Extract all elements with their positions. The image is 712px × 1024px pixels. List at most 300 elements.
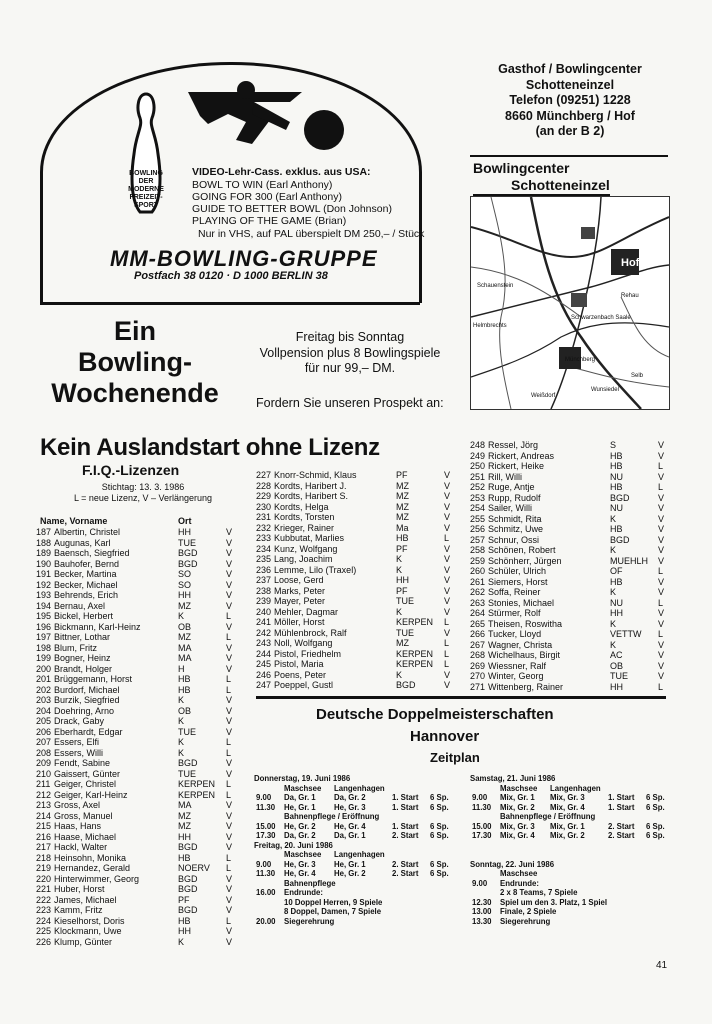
map-label: Schwarzenbach Saale xyxy=(571,315,631,321)
license-name: Behrends, Erich xyxy=(54,590,119,600)
schedule-start: 2. Start xyxy=(392,869,419,878)
license-status: V xyxy=(658,587,665,597)
license-ort: MA xyxy=(178,800,192,810)
schedule-note-text: 10 Doppel Herren, 9 Spiele xyxy=(284,897,383,907)
schedule-time: 20.00 xyxy=(256,916,276,926)
license-ort: HB xyxy=(610,576,623,587)
license-name: Brandt, Holger xyxy=(54,663,113,674)
license-name: Blum, Fritz xyxy=(54,642,98,653)
schedule-note-text: Bahnenpflege / Eröffnung xyxy=(500,812,596,821)
schedule-row xyxy=(470,917,670,927)
license-number: 199 xyxy=(36,653,52,663)
schedule-games: 6 Sp. xyxy=(430,821,449,831)
license-number: 240 xyxy=(256,606,272,617)
license-row xyxy=(36,601,246,612)
lizenz-column-1 xyxy=(36,527,246,947)
license-name: Wittenberg, Rainer xyxy=(488,681,564,692)
license-name: Klump, Günter xyxy=(54,936,113,947)
license-name: Hinterwimmer, Georg xyxy=(54,873,140,884)
license-name: Pistol, Friedhelm xyxy=(274,648,342,659)
schedule-time: 17.30 xyxy=(472,831,492,840)
license-status: L xyxy=(226,674,232,684)
license-status: V xyxy=(444,501,451,512)
license-number: 201 xyxy=(36,674,52,684)
schedule-row xyxy=(254,831,454,841)
license-status: V xyxy=(444,512,451,522)
license-name: Poeppel, Gustl xyxy=(274,680,334,690)
license-name: Hernandez, Gerald xyxy=(54,863,131,873)
license-row xyxy=(256,596,456,607)
license-status: L xyxy=(444,533,450,543)
license-row xyxy=(36,611,246,622)
license-ort: TUE xyxy=(396,596,414,606)
license-number: 233 xyxy=(256,533,272,543)
gasthof-line: Telefon (09251) 1228 xyxy=(509,93,631,107)
license-row xyxy=(256,586,456,597)
venue-a: Maschsee xyxy=(284,783,322,793)
license-name: Lemme, Lilo (Traxel) xyxy=(274,564,357,575)
schedule-group-a: Da, Gr. 2 xyxy=(284,831,316,840)
license-row xyxy=(36,779,246,790)
schedule-day xyxy=(254,774,454,784)
schedule-spacer xyxy=(470,841,670,851)
schedule-time: 9.00 xyxy=(472,793,488,802)
license-ort: BGD xyxy=(178,884,198,894)
license-ort: KERPEN xyxy=(396,617,434,627)
license-number: 253 xyxy=(470,492,486,503)
schedule-time: 17.30 xyxy=(256,831,276,840)
schedule-time: 9.00 xyxy=(472,878,488,888)
schedule-time: 16.00 xyxy=(256,888,276,897)
license-ort: HB xyxy=(610,461,623,471)
license-ort: KERPEN xyxy=(178,789,216,800)
license-name: Bickel, Herbert xyxy=(54,611,114,621)
license-ort: MA xyxy=(178,653,192,663)
license-name: Poens, Peter xyxy=(274,669,327,680)
license-status: L xyxy=(658,482,664,492)
license-name: Knorr-Schmid, Klaus xyxy=(274,470,357,480)
license-row xyxy=(36,538,246,549)
lizenz-column-2 xyxy=(256,470,456,691)
license-status: V xyxy=(226,821,233,831)
license-name: Loose, Gerd xyxy=(274,575,324,585)
license-status: V xyxy=(444,669,451,680)
license-number: 232 xyxy=(256,522,272,533)
license-number: 227 xyxy=(256,470,272,480)
schedule-row xyxy=(254,803,454,813)
license-status: L xyxy=(226,611,232,621)
license-number: 244 xyxy=(256,648,272,659)
license-number: 189 xyxy=(36,548,52,558)
license-status: V xyxy=(658,671,665,681)
license-status: V xyxy=(226,600,233,611)
license-number: 242 xyxy=(256,627,272,638)
schedule-start: 1. Start xyxy=(608,793,635,802)
license-name: Augunas, Karl xyxy=(54,537,111,548)
license-name: Geiger, Christel xyxy=(54,779,117,789)
license-ort: MZ xyxy=(178,632,191,642)
license-ort: K xyxy=(396,606,403,617)
schedule-games: 6 Sp. xyxy=(430,802,449,812)
license-row xyxy=(36,727,246,738)
lizenz-date-text: Stichtag: 13. 3. 1986 xyxy=(101,482,185,492)
license-ort: HH xyxy=(610,681,623,692)
license-row xyxy=(36,559,246,570)
schedule-row xyxy=(470,879,670,889)
license-row xyxy=(256,533,456,544)
license-number: 205 xyxy=(36,716,52,726)
license-status: L xyxy=(226,737,232,747)
license-row xyxy=(36,895,246,906)
schedule-row xyxy=(470,793,670,803)
license-number: 246 xyxy=(256,669,272,680)
schedule-time: 13.30 xyxy=(472,916,492,926)
dm-title: Deutsche Doppelmeisterschaften xyxy=(316,706,554,723)
license-row xyxy=(36,632,246,643)
license-status: V xyxy=(226,527,233,537)
license-status: L xyxy=(444,617,450,627)
license-row xyxy=(470,577,670,588)
schedule-note xyxy=(470,812,670,822)
license-ort: S xyxy=(610,440,617,450)
license-status: V xyxy=(658,534,665,545)
license-number: 193 xyxy=(36,590,52,600)
license-number: 217 xyxy=(36,842,52,852)
license-name: Mehler, Dagmar xyxy=(274,606,339,617)
license-number: 223 xyxy=(36,905,52,915)
schedule-left xyxy=(254,774,454,926)
schedule-group-a: Mix, Gr. 1 xyxy=(500,793,535,802)
schedule-start: 2. Start xyxy=(392,831,419,840)
license-row xyxy=(470,440,670,451)
license-number: 263 xyxy=(470,597,486,608)
license-ort: SO xyxy=(178,579,192,590)
license-row xyxy=(470,682,670,693)
map-label: Selb xyxy=(631,373,644,379)
license-row xyxy=(256,680,456,691)
license-ort: HH xyxy=(610,608,623,618)
license-name: Albertin, Christel xyxy=(54,527,121,537)
license-row xyxy=(256,481,456,492)
license-ort: PF xyxy=(178,894,190,905)
schedule-time: 11.30 xyxy=(256,869,276,878)
wochenende-title xyxy=(40,316,230,409)
map-label: Hof xyxy=(621,257,640,269)
license-status: V xyxy=(226,653,233,663)
schedule-games: 6 Sp. xyxy=(430,793,449,802)
license-number: 210 xyxy=(36,768,52,779)
license-number: 255 xyxy=(470,513,486,524)
license-number: 195 xyxy=(36,611,52,621)
license-status: V xyxy=(658,450,665,461)
schedule-venues xyxy=(254,784,454,794)
license-status: V xyxy=(658,555,665,566)
schedule-row xyxy=(470,898,670,908)
ad-line: PLAYING OF THE GAME (Brian) xyxy=(192,215,347,227)
license-name: Winter, Georg xyxy=(488,671,544,681)
license-row xyxy=(470,566,670,577)
license-row xyxy=(256,649,456,660)
page-number: 41 xyxy=(656,960,668,971)
license-ort: TUE xyxy=(610,671,628,681)
license-number: 231 xyxy=(256,512,272,522)
license-status: V xyxy=(226,884,233,894)
license-ort: K xyxy=(178,695,185,705)
license-ort: BGD xyxy=(610,534,630,545)
schedule-day-label: Donnerstag, 19. Juni 1986 xyxy=(254,774,351,783)
license-ort: H xyxy=(178,663,185,674)
schedule-day-label: Freitag, 20. Juni 1986 xyxy=(254,840,333,850)
offer-line: Freitag bis Sonntag xyxy=(295,330,405,344)
license-name: Becker, Michael xyxy=(54,579,118,590)
gasthof-line: 8660 Münchberg / Hof xyxy=(505,108,635,123)
license-name: Rill, Willi xyxy=(488,471,522,482)
license-status: V xyxy=(658,660,665,671)
license-row xyxy=(36,737,246,748)
license-ort: PF xyxy=(396,470,408,480)
schedule-group-a: Spiel um den 3. Platz, 1 Spiel xyxy=(500,897,608,907)
license-ort: VETTW xyxy=(610,629,642,639)
license-name: Stonies, Michael xyxy=(488,597,555,608)
license-ort: KERPEN xyxy=(178,779,216,789)
license-status: V xyxy=(226,936,233,947)
license-row xyxy=(36,643,246,654)
license-number: 188 xyxy=(36,537,52,548)
license-status: V xyxy=(444,575,451,585)
license-number: 225 xyxy=(36,926,52,936)
license-ort: MA xyxy=(178,642,192,653)
license-name: Gaissert, Günter xyxy=(54,768,121,779)
license-status: V xyxy=(226,621,233,632)
license-status: V xyxy=(226,558,233,569)
license-status: L xyxy=(226,684,232,695)
license-row xyxy=(256,491,456,502)
license-number: 214 xyxy=(36,810,52,821)
schedule-note xyxy=(470,888,670,898)
license-status: L xyxy=(658,681,664,692)
license-ort: TUE xyxy=(178,726,196,737)
license-status: V xyxy=(226,663,233,674)
license-ort: K xyxy=(610,639,617,650)
video-ad xyxy=(40,62,425,302)
license-status: V xyxy=(658,639,665,650)
license-status: L xyxy=(658,461,664,471)
license-status: V xyxy=(226,548,233,558)
schedule-group-a: Mix, Gr. 2 xyxy=(500,802,535,812)
map-label: Weißdorf xyxy=(531,393,556,399)
license-name: Rupp, Rudolf xyxy=(488,492,541,503)
license-row xyxy=(36,832,246,843)
license-status: V xyxy=(226,768,233,779)
license-status: L xyxy=(226,852,232,863)
license-number: 213 xyxy=(36,800,52,810)
license-number: 209 xyxy=(36,758,52,768)
license-number: 261 xyxy=(470,576,486,587)
license-status: V xyxy=(444,554,451,564)
license-status: V xyxy=(658,618,665,629)
license-number: 267 xyxy=(470,639,486,650)
license-row xyxy=(256,554,456,565)
license-number: 219 xyxy=(36,863,52,873)
header-name: Name, Vorname xyxy=(40,516,108,526)
lizenz-subtitle: F.I.Q.-Lizenzen xyxy=(82,462,180,478)
license-name: Wagner, Christa xyxy=(488,639,553,650)
license-status: L xyxy=(444,648,450,659)
schedule-games: 6 Sp. xyxy=(646,821,665,831)
license-number: 271 xyxy=(470,681,486,692)
license-row xyxy=(470,650,670,661)
schedule-note-text: 8 Doppel, Damen, 7 Spiele xyxy=(284,907,382,916)
wochenende-title-line: Wochenende xyxy=(51,378,219,408)
license-row xyxy=(36,748,246,759)
license-number: 235 xyxy=(256,554,272,564)
lizenz-title: Kein Auslandstart ohne Lizenz xyxy=(40,434,380,461)
dm-zeitplan: Zeitplan xyxy=(430,750,480,765)
pin-text-line: SPORT xyxy=(133,202,159,209)
license-name: Mayer, Peter xyxy=(274,596,326,606)
license-name: Kordts, Haribert J. xyxy=(274,480,347,491)
schedule-time: 13.00 xyxy=(472,907,492,916)
license-name: Fendt, Sabine xyxy=(54,758,111,768)
license-name: Schönen, Robert xyxy=(488,545,556,555)
schedule-day-label: Samstag, 21. Juni 1986 xyxy=(470,774,556,783)
schedule-group-b: Mix, Gr. 4 xyxy=(550,802,585,812)
schedule-row xyxy=(254,869,454,879)
license-row xyxy=(256,617,456,628)
schedule-venues xyxy=(254,850,454,860)
license-name: Brüggemann, Horst xyxy=(54,674,133,684)
license-row xyxy=(470,608,670,619)
license-name: James, Michael xyxy=(54,894,117,905)
divider xyxy=(256,696,666,699)
license-number: 262 xyxy=(470,587,486,597)
license-status: V xyxy=(658,608,665,618)
license-status: L xyxy=(226,747,232,758)
license-row xyxy=(470,461,670,472)
license-status: V xyxy=(444,606,451,617)
license-ort: BGD xyxy=(178,758,198,768)
pin-text-line: MODERNE xyxy=(128,186,164,193)
license-number: 252 xyxy=(470,482,486,492)
schedule-right xyxy=(470,774,670,926)
schedule-group-b: He, Gr. 2 xyxy=(334,869,366,878)
license-ort: HB xyxy=(396,533,409,543)
license-name: Eberhardt, Edgar xyxy=(54,726,123,737)
schedule-note xyxy=(254,898,454,908)
ad-line: BOWL TO WIN (Earl Anthony) xyxy=(192,179,333,191)
license-name: Rickert, Andreas xyxy=(488,450,555,461)
license-row xyxy=(36,590,246,601)
license-ort: KERPEN xyxy=(396,648,434,659)
schedule-games: 6 Sp. xyxy=(646,831,665,840)
license-number: 249 xyxy=(470,450,486,461)
license-status: V xyxy=(444,480,451,491)
license-name: Bickmann, Karl-Heinz xyxy=(54,621,141,632)
schedule-venues xyxy=(470,784,670,794)
license-name: Bittner, Lothar xyxy=(54,632,111,642)
license-number: 220 xyxy=(36,873,52,884)
divider xyxy=(470,155,668,157)
license-ort: HB xyxy=(178,915,191,926)
license-number: 202 xyxy=(36,684,52,695)
license-ort: HB xyxy=(178,684,191,695)
license-ort: MZ xyxy=(178,810,191,821)
license-number: 247 xyxy=(256,680,272,690)
license-number: 191 xyxy=(36,569,52,579)
license-number: 254 xyxy=(470,503,486,513)
license-name: Geiger, Karl-Heinz xyxy=(54,789,128,800)
map-label: Münchberg xyxy=(565,357,596,363)
license-ort: BGD xyxy=(178,558,198,569)
pin-text-line: FREIZEIT- xyxy=(129,194,163,201)
license-ort: K xyxy=(610,513,617,524)
license-row xyxy=(256,607,456,618)
prospekt-text: Fordern Sie unseren Prospekt an: xyxy=(256,396,444,410)
license-row xyxy=(36,653,246,664)
license-row xyxy=(256,575,456,586)
license-number: 206 xyxy=(36,726,52,737)
schedule-group-b: Mix, Gr. 2 xyxy=(550,831,585,840)
license-row xyxy=(470,671,670,682)
license-row xyxy=(36,853,246,864)
schedule-group-a: Endrunde: xyxy=(284,888,323,897)
lizenz-header xyxy=(40,516,240,527)
license-ort: HB xyxy=(610,524,623,534)
license-number: 245 xyxy=(256,659,272,669)
schedule-games: 6 Sp. xyxy=(430,869,449,878)
license-name: Wiessner, Ralf xyxy=(488,660,547,671)
license-ort: BGD xyxy=(610,492,630,503)
pin-text xyxy=(116,170,176,210)
lizenz-legend: L = neue Lizenz, V – Verlängerung xyxy=(73,493,213,503)
license-number: 216 xyxy=(36,831,52,842)
license-number: 222 xyxy=(36,894,52,905)
license-status: V xyxy=(226,642,233,653)
map-label: Schauenstein xyxy=(477,283,514,289)
license-row xyxy=(36,863,246,874)
schedule-group-b: Mix, Gr. 1 xyxy=(550,821,585,831)
license-name: Huber, Horst xyxy=(54,884,105,894)
schedule-time: 15.00 xyxy=(256,821,276,831)
license-name: Haas, Hans xyxy=(54,821,102,831)
license-name: Rickert, Heike xyxy=(488,461,545,471)
schedule-games: 6 Sp. xyxy=(646,793,665,802)
license-name: Gross, Manuel xyxy=(54,810,113,821)
license-status: V xyxy=(226,926,233,936)
offer-line: für nur 99,– DM. xyxy=(304,361,396,375)
license-row xyxy=(36,874,246,885)
ad-line: VIDEO-Lehr-Cass. exklus. aus USA: xyxy=(192,166,371,178)
license-name: Essers, Elfi xyxy=(54,737,100,747)
schedule-group-b: He, Gr. 4 xyxy=(334,821,366,831)
license-name: Mühlenbrock, Ralf xyxy=(274,627,347,638)
schedule-day xyxy=(470,860,670,870)
ad-rule xyxy=(40,302,420,305)
map-label: Wunsiedel xyxy=(591,387,619,393)
schedule-time: 9.00 xyxy=(256,793,272,802)
license-status: V xyxy=(226,726,233,737)
license-name: Burzik, Siegfried xyxy=(54,695,120,705)
license-number: 230 xyxy=(256,501,272,512)
schedule-time: 11.30 xyxy=(472,802,492,812)
license-status: V xyxy=(658,471,665,482)
license-name: Bernau, Axel xyxy=(54,600,106,611)
license-status: L xyxy=(658,566,664,576)
schedule-group-a: Endrunde: xyxy=(500,878,539,888)
license-status: V xyxy=(226,695,233,705)
license-row xyxy=(470,472,670,483)
license-row xyxy=(470,503,670,514)
